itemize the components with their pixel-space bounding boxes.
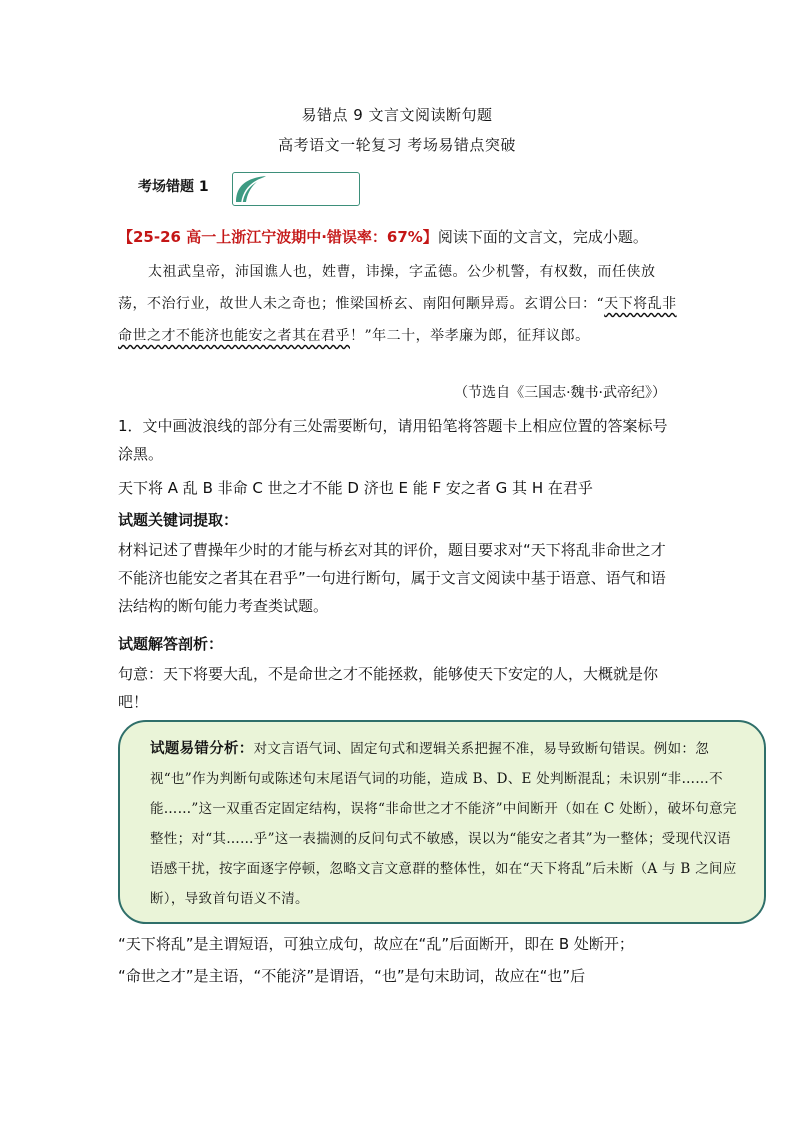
question-header: [118, 226, 678, 248]
section-tag-label: 考场错题 1: [138, 179, 209, 195]
passage-wavy-underlined: 天下将乱非命世之才不能济也能安之者其在君乎: [118, 296, 677, 344]
task-text: 1．文中画波浪线的部分有三处需要断句，请用铅笔将答题卡上相应位置的答案标号涂黑。: [118, 417, 668, 463]
classical-passage: [118, 256, 678, 352]
question-source-tag: 【25-26 高一上浙江宁波期中·错误率：67%】: [118, 228, 438, 246]
error-analysis-box: [118, 720, 766, 924]
passage-before: 太祖武皇帝，沛国谯人也，姓曹，讳操，字孟德。公少机警，有权数，而任侠放荡，不治行业，故世人未之奇也；惟梁国桥玄、南阳何颙异焉。玄谓公曰：“: [118, 264, 656, 312]
question-instruction: 阅读下面的文言文，完成小题。: [437, 228, 648, 246]
document-title: 易错点 9 文言文阅读断句题: [301, 106, 493, 124]
analysis-text: 句意：天下将要大乱，不是命世之才不能拯救，能够使天下安定的人，大概就是你吧！: [118, 665, 659, 711]
keywords-heading: 试题关键词提取：: [118, 511, 239, 529]
analysis-heading: 试题解答剖析：: [118, 635, 224, 653]
footer-line-2: “命世之才”是主语，“不能济”是谓语，“也”是句末助词，故应在“也”后: [118, 967, 586, 985]
footer-line-1: “天下将乱”是主谓短语，可独立成句，故应在“乱”后面断开，即在 B 处断开；: [118, 935, 634, 953]
leaf-swoosh-icon: [232, 172, 272, 206]
task-options: 天下将 A 乱 B 非命 C 世之才不能 D 济也 E 能 F 安之者 G 其 H 在君乎: [118, 479, 593, 497]
passage-source: （节选自《三国志·魏书·武帝纪》）: [454, 385, 666, 401]
passage-after: ！”年二十，举孝廉为郎，征拜议郎。: [350, 328, 590, 344]
document-subtitle: 高考语文一轮复习 考场易错点突破: [278, 136, 516, 154]
error-analysis-lead: 试题易错分析：: [150, 741, 254, 757]
keywords-text: 材料记述了曹操年少时的才能与桥玄对其的评价，题目要求对“天下将乱非命世之才不能济也能安之者其在君乎”一句进行断句，属于文言文阅读中基于语意、语气和语法结构的断句能力考查类试题。: [118, 541, 666, 615]
error-analysis-text: 对文言语气词、固定句式和逻辑关系把握不准，易导致断句错误。例如：忽视“也”作为判断句或陈述句末尾语气词的功能，造成 B、D、E 处判断混乱；未识别“非……不能……”这一双重否定固定结构，误将“非命世之才不能济”中间断开（如在 C 处断），破坏句意完整性；对“其……乎”这一表揣测的反问句式不敏感，误以为“能安之者其”为一整体；受现代汉语语感干扰，按字面逐字停顿，忽略文言文意群的整体性，如在“天下将乱”后未断（A 与 B 之间应断），导致首句语义不清。: [150, 741, 737, 907]
